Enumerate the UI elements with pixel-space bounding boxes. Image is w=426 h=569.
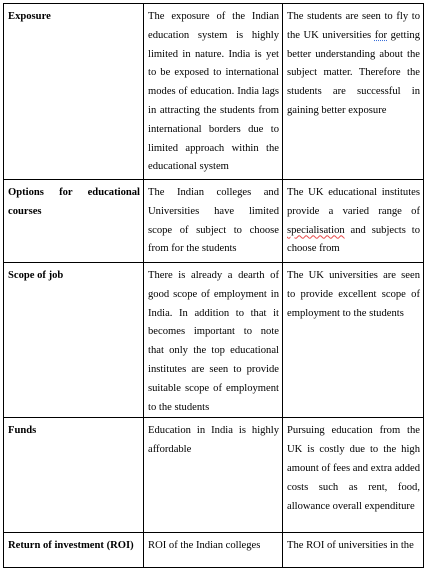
uk-cell: The UK universities are seen to provide excellent scope of employment to the students: [283, 263, 424, 418]
table-row: [4, 180, 424, 263]
india-cell: The Indian colleges and Universities have limited scope of subject to choose from for the students: [144, 180, 283, 263]
spellcheck-flagged-word: specialisation: [287, 224, 345, 236]
uk-cell: Pursuing education from the UK is costly due to the high amount of fees and extra added costs such as rent, food, allowance overall expenditure: [283, 418, 424, 533]
table-row: [4, 263, 424, 418]
uk-cell: [283, 180, 424, 263]
uk-text: and subjects to choose from: [287, 224, 420, 255]
uk-text: The students are seen to fly to the UK universities: [287, 11, 420, 41]
row-label: Scope of job: [4, 263, 144, 418]
uk-cell: The ROI of universities in the: [283, 533, 424, 568]
uk-text: getting better understanding about the subject matter. Therefore the students are successful in gaining better exposure: [287, 29, 421, 116]
india-cell: There is already a dearth of good scope of employment in India. In addition to that it becomes important to note that only the top educational institutes are seen to provide suitable scope of employment to the students: [144, 263, 283, 418]
grammar-flagged-word: for: [374, 29, 388, 41]
table-row: [4, 4, 424, 180]
india-cell: Education in India is highly affordable: [144, 418, 283, 533]
uk-text: The UK educational institutes provide a varied range of: [287, 187, 420, 217]
table-row: [4, 418, 424, 533]
row-label: Options for educational courses: [4, 180, 144, 263]
row-label: Return of investment (ROI): [4, 533, 144, 568]
row-label: Exposure: [4, 4, 144, 180]
india-cell: ROI of the Indian colleges: [144, 533, 283, 568]
table-row: [4, 533, 424, 568]
uk-cell: [283, 4, 424, 180]
comparison-table: [3, 3, 424, 568]
row-label: Funds: [4, 418, 144, 533]
india-cell: The exposure of the Indian education system is highly limited in nature. India is yet to be exposed to international modes of education. India lags in attracting the students from international borders due to limited approach within the educational system: [144, 4, 283, 180]
